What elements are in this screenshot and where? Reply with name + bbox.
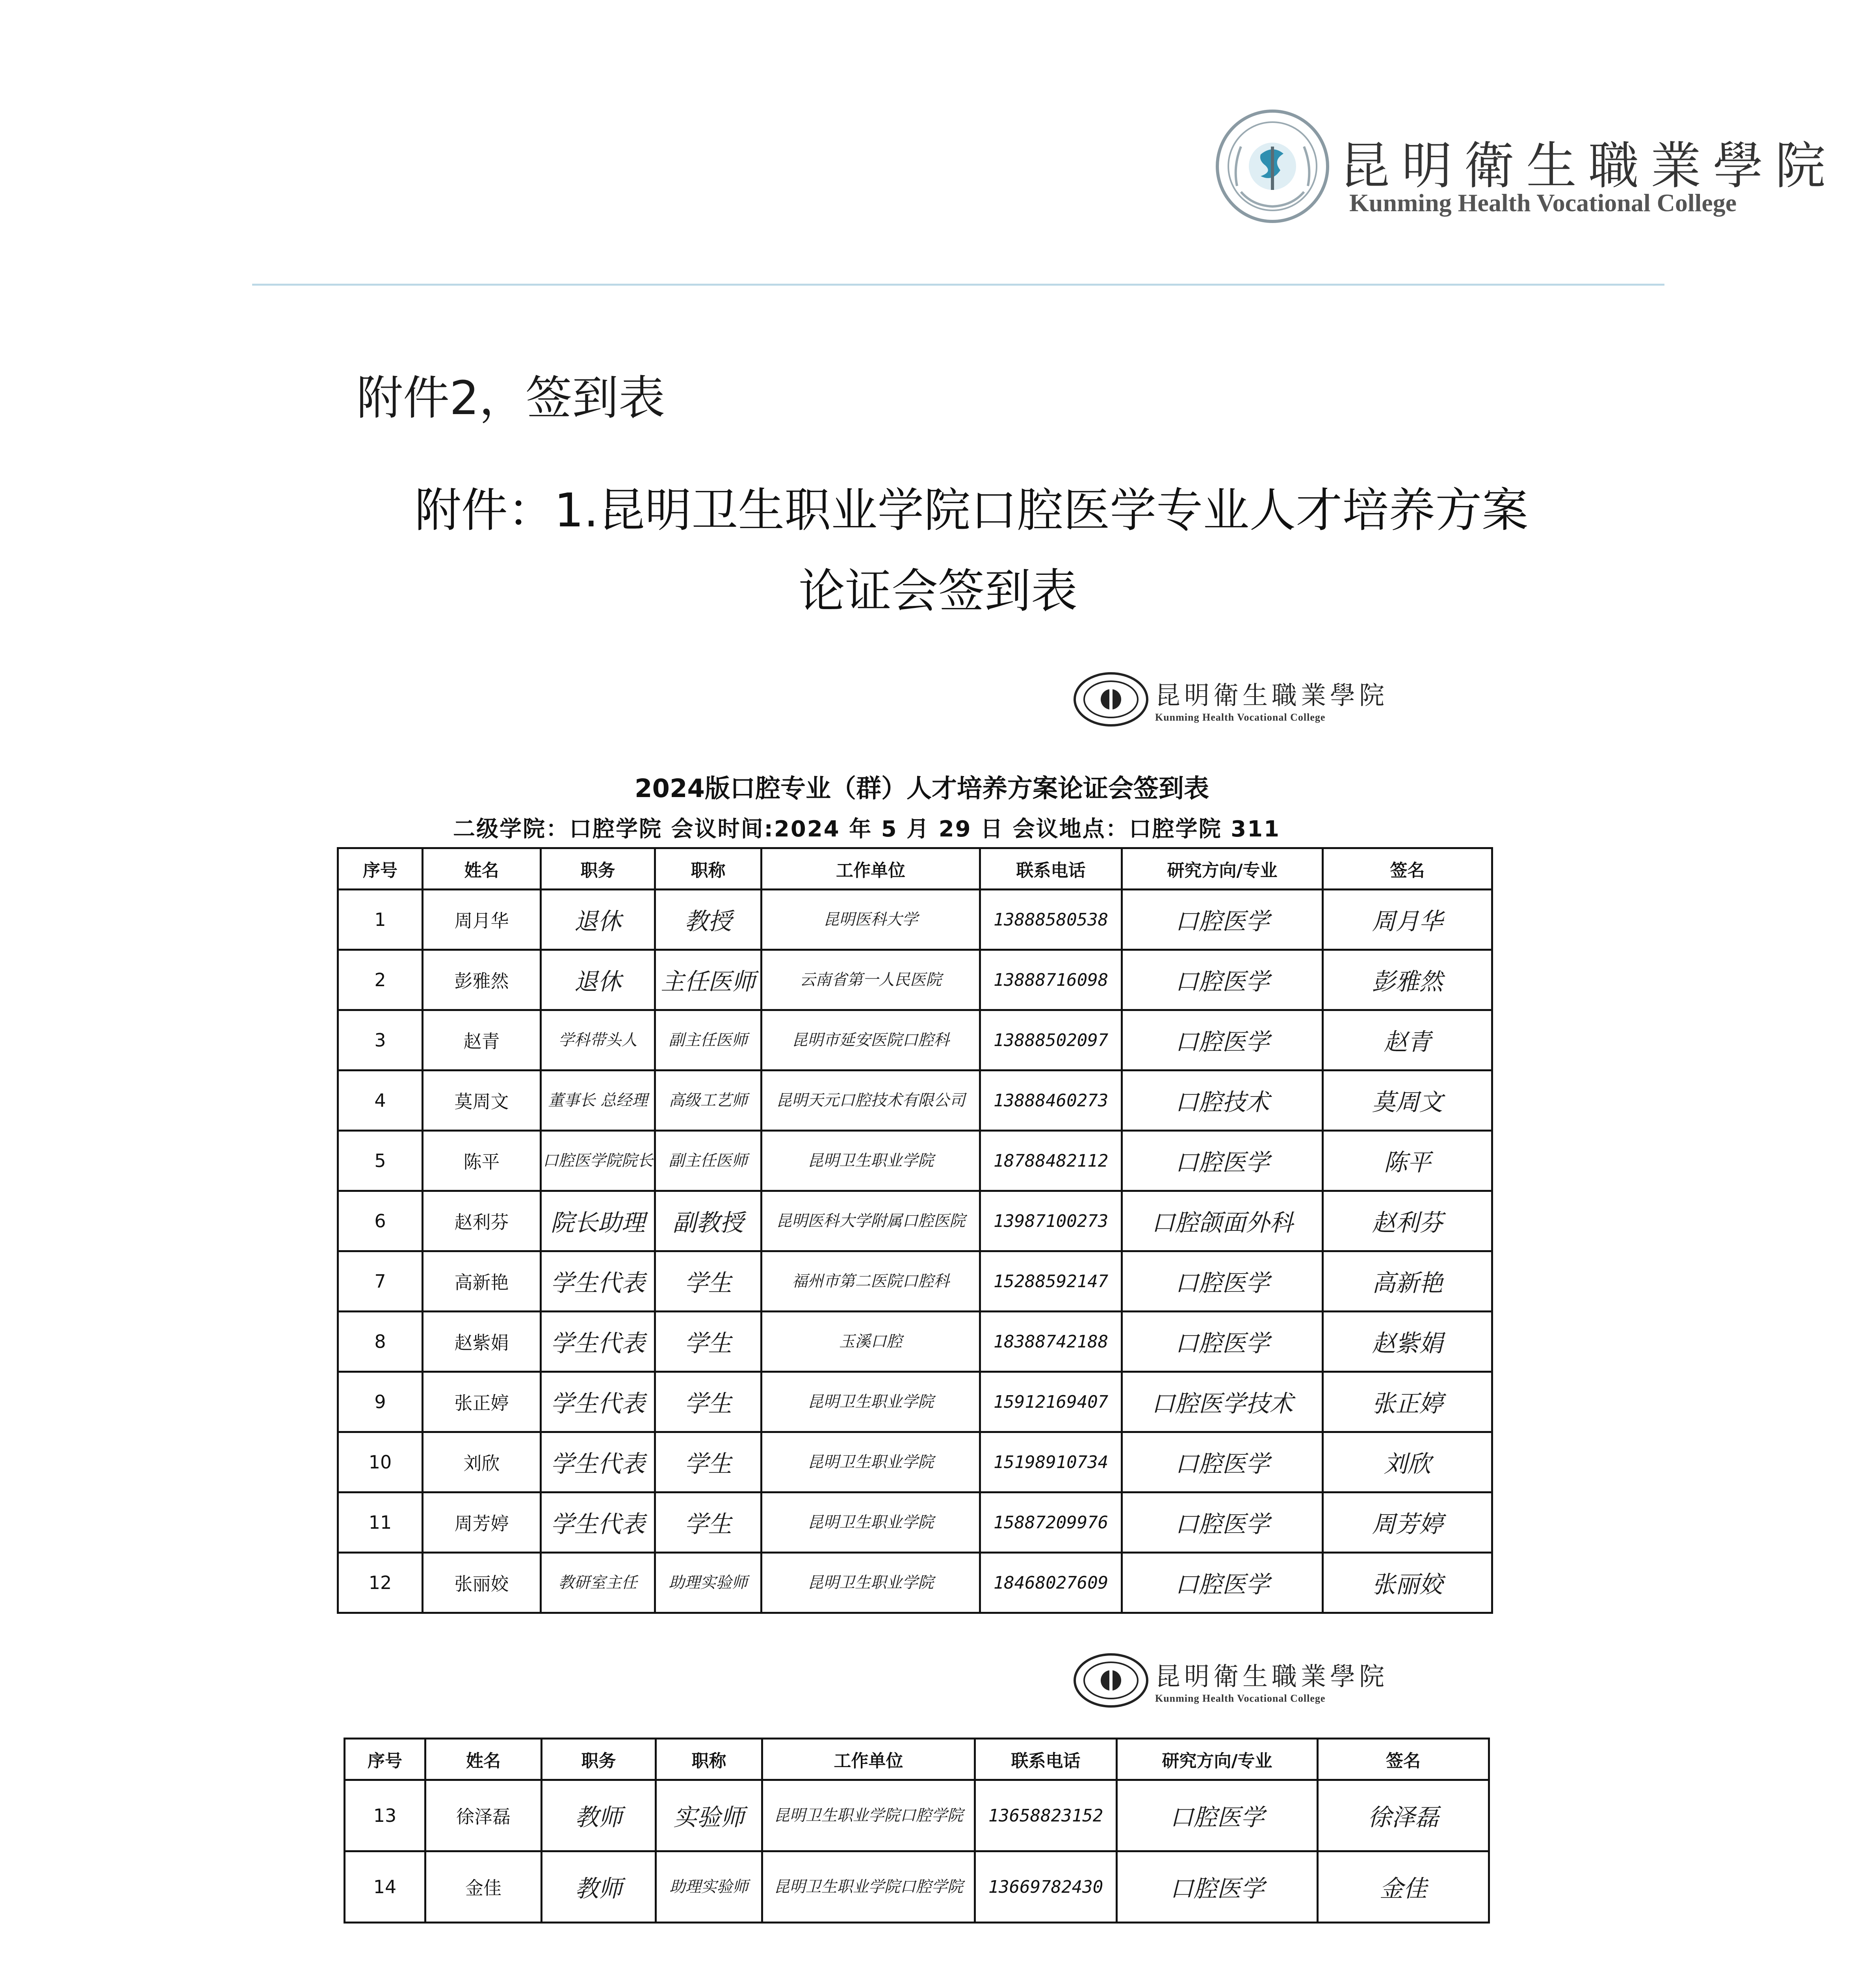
attachment-label: 附件2，签到表 <box>357 371 665 425</box>
cell-name: 陈平 <box>423 1131 541 1191</box>
cell-index: 7 <box>338 1251 423 1312</box>
scan-logo <box>1072 670 1388 729</box>
cell-employer: 昆明卫生职业学院 <box>762 1553 980 1613</box>
cell-phone: 13888502097 <box>980 1010 1122 1070</box>
cell-position: 学科带头人 <box>541 1010 655 1070</box>
table-row <box>338 1372 1492 1432</box>
cell-name: 莫周文 <box>423 1070 541 1131</box>
cell-employer: 玉溪口腔 <box>762 1312 980 1372</box>
cell-signature: 莫周文 <box>1323 1070 1492 1131</box>
cell-signature: 张丽姣 <box>1323 1553 1492 1613</box>
cell-employer: 昆明医科大学附属口腔医院 <box>762 1191 980 1251</box>
col-header-name: 姓名 <box>423 848 541 890</box>
table-header-row <box>338 848 1492 890</box>
cell-index: 12 <box>338 1553 423 1613</box>
scan-logo-2 <box>1072 1651 1388 1710</box>
document-title-line1: 附件：1.昆明卫生职业学院口腔医学专业人才培养方案 <box>414 483 1529 537</box>
table-row <box>338 1131 1492 1191</box>
cell-phone: 13888580538 <box>980 890 1122 950</box>
cell-phone: 18788482112 <box>980 1131 1122 1191</box>
cell-name: 高新艳 <box>423 1251 541 1312</box>
cell-employer: 昆明卫生职业学院 <box>762 1131 980 1191</box>
col-header-signature: 签名 <box>1318 1739 1489 1780</box>
cell-name: 张丽姣 <box>423 1553 541 1613</box>
cell-name: 徐泽磊 <box>425 1780 542 1851</box>
cell-index: 14 <box>345 1851 425 1923</box>
cell-field: 口腔医学 <box>1122 890 1323 950</box>
cell-signature: 刘欣 <box>1323 1432 1492 1492</box>
col-header-employer: 工作单位 <box>762 848 980 890</box>
table-row <box>338 1251 1492 1312</box>
col-header-signature: 签名 <box>1323 848 1492 890</box>
cell-field: 口腔颌面外科 <box>1122 1191 1323 1251</box>
sign-in-table <box>337 847 1493 1614</box>
cell-name: 刘欣 <box>423 1432 541 1492</box>
cell-title: 助理实验师 <box>656 1851 762 1923</box>
cell-name: 赵利芬 <box>423 1191 541 1251</box>
cell-field: 口腔医学 <box>1122 950 1323 1010</box>
col-header-position: 职务 <box>542 1739 656 1780</box>
cell-position: 教师 <box>542 1851 656 1923</box>
cell-signature: 赵紫娟 <box>1323 1312 1492 1372</box>
col-header-phone: 联系电话 <box>975 1739 1117 1780</box>
cell-position: 教研室主任 <box>541 1553 655 1613</box>
cell-position: 院长助理 <box>541 1191 655 1251</box>
cell-index: 5 <box>338 1131 423 1191</box>
cell-phone: 13888460273 <box>980 1070 1122 1131</box>
cell-employer: 昆明天元口腔技术有限公司 <box>762 1070 980 1131</box>
cell-index: 13 <box>345 1780 425 1851</box>
cell-employer: 昆明卫生职业学院口腔学院 <box>762 1851 975 1923</box>
col-header-name: 姓名 <box>425 1739 542 1780</box>
sign-in-table-continued <box>344 1738 1490 1924</box>
table-row <box>338 1070 1492 1131</box>
cell-title: 副主任医师 <box>655 1010 762 1070</box>
table-row <box>338 1432 1492 1492</box>
table-row <box>345 1780 1489 1851</box>
cell-title: 学生 <box>655 1251 762 1312</box>
cell-name: 周芳婷 <box>423 1492 541 1553</box>
cell-name: 周月华 <box>423 890 541 950</box>
cell-field: 口腔技术 <box>1122 1070 1323 1131</box>
col-header-field: 研究方向/专业 <box>1122 848 1323 890</box>
cell-signature: 周芳婷 <box>1323 1492 1492 1553</box>
cell-phone: 15912169407 <box>980 1372 1122 1432</box>
cell-position: 学生代表 <box>541 1492 655 1553</box>
sheet-title: 2024版口腔专业（群）人才培养方案论证会签到表 <box>634 774 1209 803</box>
scan-logo-text-cn: 昆明衛生職業學院 <box>1155 1662 1388 1691</box>
cell-index: 10 <box>338 1432 423 1492</box>
cell-employer: 昆明卫生职业学院 <box>762 1432 980 1492</box>
college-name-en: Kunming Health Vocational College <box>1349 189 1737 217</box>
cell-position: 教师 <box>542 1780 656 1851</box>
table-row <box>345 1851 1489 1923</box>
table-row <box>338 1312 1492 1372</box>
cell-phone: 18388742188 <box>980 1312 1122 1372</box>
cell-field: 口腔医学 <box>1122 1251 1323 1312</box>
cell-field: 口腔医学技术 <box>1122 1372 1323 1432</box>
cell-title: 助理实验师 <box>655 1553 762 1613</box>
cell-phone: 15887209976 <box>980 1492 1122 1553</box>
header-divider <box>252 284 1664 286</box>
cell-index: 2 <box>338 950 423 1010</box>
cell-signature: 彭雅然 <box>1323 950 1492 1010</box>
cell-phone: 18468027609 <box>980 1553 1122 1613</box>
scan-logo-text-en: Kunming Health Vocational College <box>1155 712 1326 723</box>
college-name-cn: 昆明衛生職業學院 <box>1339 137 1838 195</box>
cell-phone: 15288592147 <box>980 1251 1122 1312</box>
table-header-row <box>345 1739 1489 1780</box>
col-header-position: 职务 <box>541 848 655 890</box>
cell-employer: 昆明卫生职业学院口腔学院 <box>762 1780 975 1851</box>
cell-title: 副教授 <box>655 1191 762 1251</box>
cell-field: 口腔医学 <box>1122 1432 1323 1492</box>
cell-title: 学生 <box>655 1492 762 1553</box>
cell-name: 赵青 <box>423 1010 541 1070</box>
cell-signature: 金佳 <box>1318 1851 1489 1923</box>
cell-signature: 周月华 <box>1323 890 1492 950</box>
cell-phone: 13669782430 <box>975 1851 1117 1923</box>
cell-title: 副主任医师 <box>655 1131 762 1191</box>
cell-employer: 昆明市延安医院口腔科 <box>762 1010 980 1070</box>
cell-position: 口腔医学院院长 <box>541 1131 655 1191</box>
college-logo-icon <box>1213 107 1332 225</box>
scan-logo-text-en: Kunming Health Vocational College <box>1155 1693 1326 1704</box>
cell-signature: 赵利芬 <box>1323 1191 1492 1251</box>
cell-title: 实验师 <box>656 1780 762 1851</box>
cell-field: 口腔医学 <box>1122 1553 1323 1613</box>
cell-position: 学生代表 <box>541 1312 655 1372</box>
cell-employer: 福州市第二医院口腔科 <box>762 1251 980 1312</box>
cell-position: 学生代表 <box>541 1251 655 1312</box>
table-row <box>338 1492 1492 1553</box>
cell-name: 张正婷 <box>423 1372 541 1432</box>
cell-position: 退休 <box>541 890 655 950</box>
col-header-index: 序号 <box>345 1739 425 1780</box>
cell-index: 8 <box>338 1312 423 1372</box>
cell-employer: 昆明卫生职业学院 <box>762 1372 980 1432</box>
table-row <box>338 1191 1492 1251</box>
cell-field: 口腔医学 <box>1122 1131 1323 1191</box>
cell-employer: 昆明医科大学 <box>762 890 980 950</box>
col-header-employer: 工作单位 <box>762 1739 975 1780</box>
cell-title: 主任医师 <box>655 950 762 1010</box>
cell-position: 学生代表 <box>541 1432 655 1492</box>
cell-signature: 陈平 <box>1323 1131 1492 1191</box>
cell-index: 9 <box>338 1372 423 1432</box>
table-row <box>338 950 1492 1010</box>
scan-logo-icon <box>1072 1651 1150 1710</box>
cell-phone: 13658823152 <box>975 1780 1117 1851</box>
cell-signature: 赵青 <box>1323 1010 1492 1070</box>
meeting-info: 二级学院：口腔学院 会议时间:2024 年 5 月 29 日 会议地点：口腔学院 311 <box>453 816 1281 842</box>
cell-position: 退休 <box>541 950 655 1010</box>
cell-field: 口腔医学 <box>1122 1492 1323 1553</box>
table-row <box>338 1553 1492 1613</box>
cell-field: 口腔医学 <box>1122 1312 1323 1372</box>
cell-index: 6 <box>338 1191 423 1251</box>
col-header-phone: 联系电话 <box>980 848 1122 890</box>
cell-signature: 高新艳 <box>1323 1251 1492 1312</box>
cell-phone: 13888716098 <box>980 950 1122 1010</box>
cell-position: 学生代表 <box>541 1372 655 1432</box>
cell-signature: 徐泽磊 <box>1318 1780 1489 1851</box>
cell-field: 口腔医学 <box>1122 1010 1323 1070</box>
cell-index: 11 <box>338 1492 423 1553</box>
cell-title: 学生 <box>655 1372 762 1432</box>
cell-phone: 13987100273 <box>980 1191 1122 1251</box>
cell-title: 学生 <box>655 1432 762 1492</box>
col-header-title: 职称 <box>655 848 762 890</box>
cell-phone: 15198910734 <box>980 1432 1122 1492</box>
document-title-line2: 论证会签到表 <box>798 564 1077 618</box>
cell-name: 赵紫娟 <box>423 1312 541 1372</box>
table-row <box>338 1010 1492 1070</box>
cell-name: 彭雅然 <box>423 950 541 1010</box>
cell-field: 口腔医学 <box>1117 1780 1318 1851</box>
col-header-title: 职称 <box>656 1739 762 1780</box>
table-row <box>338 890 1492 950</box>
cell-employer: 云南省第一人民医院 <box>762 950 980 1010</box>
cell-index: 1 <box>338 890 423 950</box>
cell-employer: 昆明卫生职业学院 <box>762 1492 980 1553</box>
cell-position: 董事长 总经理 <box>541 1070 655 1131</box>
cell-signature: 张正婷 <box>1323 1372 1492 1432</box>
cell-index: 3 <box>338 1010 423 1070</box>
scan-logo-icon <box>1072 670 1150 729</box>
col-header-index: 序号 <box>338 848 423 890</box>
scan-logo-text-cn: 昆明衛生職業學院 <box>1155 681 1388 710</box>
cell-title: 学生 <box>655 1312 762 1372</box>
cell-index: 4 <box>338 1070 423 1131</box>
cell-title: 教授 <box>655 890 762 950</box>
col-header-field: 研究方向/专业 <box>1117 1739 1318 1780</box>
cell-name: 金佳 <box>425 1851 542 1923</box>
cell-field: 口腔医学 <box>1117 1851 1318 1923</box>
cell-title: 高级工艺师 <box>655 1070 762 1131</box>
